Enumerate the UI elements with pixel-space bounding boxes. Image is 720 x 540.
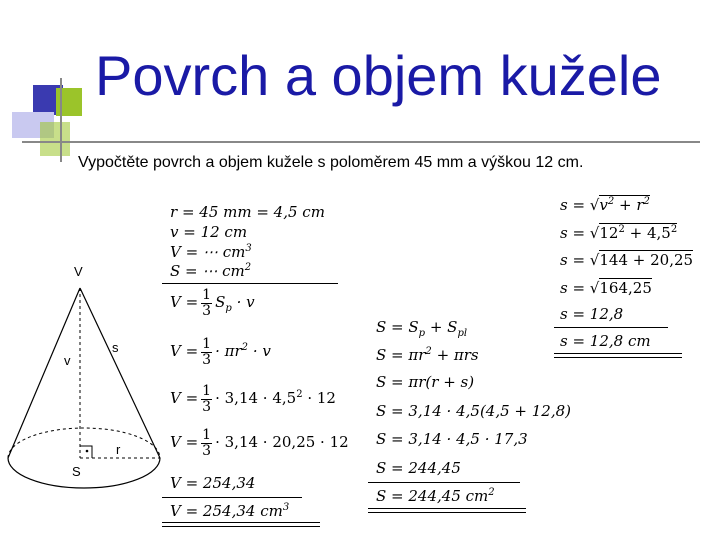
deco-square-green-low (40, 122, 70, 156)
volume-final: V = 254,34 $cm^3$ (170, 502, 290, 520)
divider-surface-3 (368, 512, 526, 513)
divider-surface-1 (368, 482, 520, 483)
divider-slant-1 (554, 327, 668, 328)
cone-base-back (8, 428, 160, 458)
surface-final: S = 244,45 $cm^2$ (376, 487, 495, 505)
volume-result: V = 254,34 (170, 474, 256, 492)
divider-surface-2 (368, 508, 526, 509)
label-slant: s (112, 340, 119, 355)
slant-values: $s = √12^2 + 4,5^2$ (560, 224, 678, 242)
task-statement: Vypočtěte povrch a objem kužele s poloměrem 45 mm a výškou 12 cm. (78, 154, 584, 171)
cone-right-edge (80, 288, 160, 458)
surface-formula: $S = S_p + S_{pl}$ (376, 318, 468, 339)
label-apex: V (74, 264, 83, 279)
volume-substitution: V = $\frac{1}{3}$ · $\pi r^2 \cdot v$ (170, 336, 271, 368)
right-angle-dot (86, 450, 89, 453)
slant-sum: s = √164,25 (560, 279, 652, 297)
divider-volume-1 (162, 497, 302, 498)
cone-diagram (0, 260, 170, 500)
divider-volume-2 (162, 522, 320, 523)
volume-values: V = $\frac{1}{3}$ · $3,14 \cdot 4,5^2 \cdot 12$ (170, 383, 336, 415)
divider-slant-2 (554, 353, 682, 354)
right-angle-mark (80, 446, 92, 458)
slant-result: s = 12,8 (560, 305, 624, 323)
given-volume: V = ⋯ $cm^3$ (170, 243, 252, 261)
volume-compute: V = $\frac{1}{3}$ · 3,14 · 20,25 · 12 (170, 427, 349, 459)
slant-squares: s = √144 + 20,25 (560, 251, 694, 269)
volume-formula: V = $\frac{1}{3}$ $S_p \cdot v$ (170, 287, 255, 319)
cone-base-front (8, 458, 160, 488)
slant-final: s = 12,8 cm (560, 332, 651, 350)
divider-slant-3 (554, 357, 682, 358)
label-center: S (72, 464, 81, 479)
cone-left-edge (8, 288, 80, 458)
slant-formula: $s = √v^2 + r^2$ (560, 196, 650, 214)
surface-factored: S = πr(r + s) (376, 373, 475, 391)
surface-values: S = 3,14 · 4,5(4,5 + 12,8) (376, 402, 571, 420)
deco-square-green (56, 88, 82, 116)
given-height: v = 12 cm (170, 223, 248, 241)
divider-volume-3 (162, 526, 320, 527)
surface-result: S = 244,45 (376, 459, 461, 477)
label-height: v (64, 353, 71, 368)
page-title: Povrch a objem kužele (95, 44, 662, 107)
surface-substitution: $S = \pi r^2 + \pi rs$ (376, 346, 479, 364)
divider-givens (162, 283, 338, 284)
given-surface: S = ⋯ $cm^2$ (170, 262, 252, 280)
label-radius: r (116, 442, 121, 457)
given-radius: r = 45 mm = 4,5 cm (170, 203, 325, 221)
surface-compute: S = 3,14 · 4,5 · 17,3 (376, 430, 528, 448)
